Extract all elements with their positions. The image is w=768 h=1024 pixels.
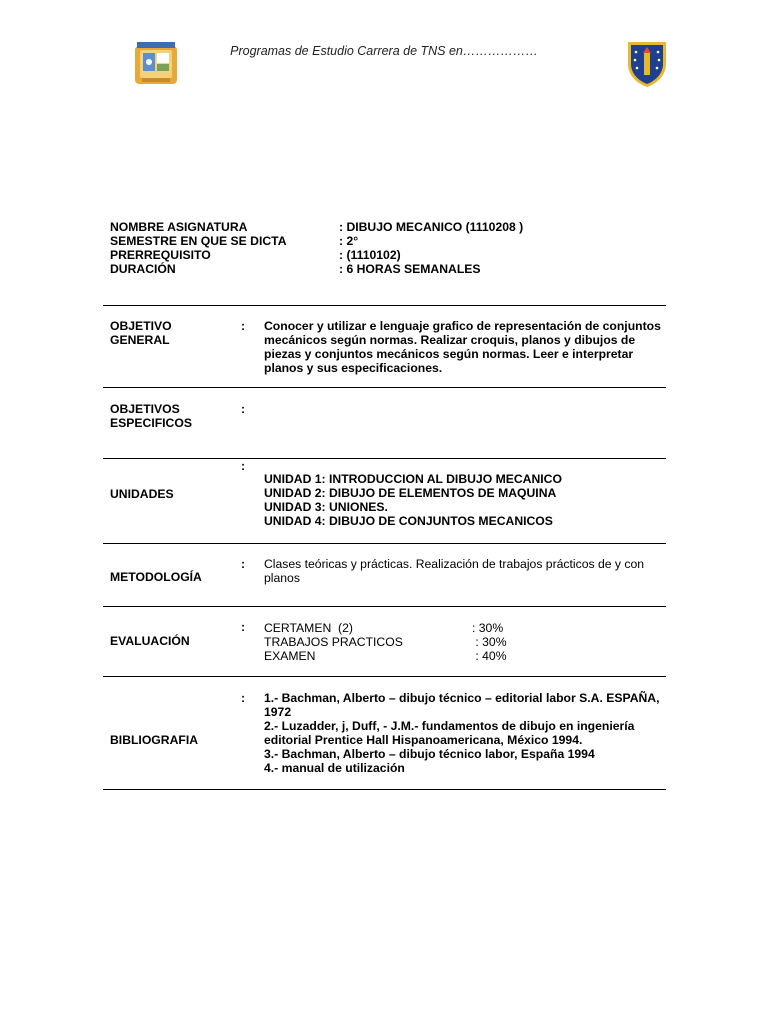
eval-pct: : 30%: [472, 635, 507, 649]
list-item: 3.- Bachman, Alberto – dibujo técnico labor, España 1994: [264, 747, 595, 761]
eval-name: EXAMEN: [264, 649, 316, 663]
info-label: PRERREQUISITO: [110, 248, 211, 262]
section-divider: [103, 305, 666, 306]
info-label: DURACIÓN: [110, 262, 176, 276]
list-item: UNIDAD 2: DIBUJO DE ELEMENTOS DE MAQUINA: [264, 486, 557, 500]
info-row-duracion: [110, 262, 670, 276]
metodologia-label: METODOLOGÍA: [110, 570, 202, 584]
info-value: : 2°: [339, 234, 359, 248]
list-item: [264, 649, 664, 663]
info-row-prerrequisito: [110, 248, 670, 262]
eval-name: TRABAJOS PRACTICOS: [264, 635, 403, 649]
university-shield-icon: [626, 40, 668, 88]
info-row-nombre: [110, 220, 670, 234]
list-item: 2.- Luzadder, j, Duff, - J.M.- fundamentos de dibujo en ingeniería editorial Prentice Hall Hispanoamericana, México 1994.: [264, 719, 635, 747]
evaluacion-label: EVALUACIÓN: [110, 634, 190, 648]
eval-pct: : 40%: [472, 649, 507, 663]
section-divider: [103, 676, 666, 677]
bibliografia-list: [264, 691, 664, 775]
colon: :: [241, 459, 246, 473]
info-label: SEMESTRE EN QUE SE DICTA: [110, 234, 287, 248]
section-divider: [103, 387, 666, 388]
info-value: : (1110102): [339, 248, 401, 262]
unidades-label: UNIDADES: [110, 487, 174, 501]
metodologia-text: Clases teóricas y prácticas. Realización de trabajos prácticos de y con planos: [264, 557, 645, 585]
list-item: [264, 621, 664, 635]
course-info: [110, 220, 670, 276]
info-row-semestre: [110, 234, 670, 248]
section-divider: [103, 606, 666, 607]
section-divider: [103, 458, 666, 459]
section-divider: [103, 543, 666, 544]
colon: :: [241, 557, 246, 571]
list-item: UNIDAD 1: INTRODUCCION AL DIBUJO MECANICO: [264, 472, 562, 486]
colon: :: [241, 620, 246, 634]
objetivo-general-label: OBJETIVO GENERAL: [110, 319, 172, 347]
objetivo-general-text: Conocer y utilizar e lenguaje grafico de representación de conjuntos mecánicos según normas. Realizar croquis, planos y dibujos de piezas y conjuntos mecánicos según normas. Leer e interpretar planos y sus especificaciones.: [264, 319, 661, 375]
header-title: Programas de Estudio Carrera de TNS en………………: [230, 44, 538, 58]
list-item: 4.- manual de utilización: [264, 761, 405, 775]
list-item: UNIDAD 4: DIBUJO DE CONJUNTOS MECANICOS: [264, 514, 553, 528]
objetivos-especificos-label: OBJETIVOS ESPECIFICOS: [110, 402, 192, 430]
section-divider: [103, 789, 666, 790]
info-value: : 6 HORAS SEMANALES: [339, 262, 481, 276]
colon: :: [241, 691, 246, 705]
list-item: [264, 635, 664, 649]
eval-pct: : 30%: [472, 621, 504, 635]
list-item: 1.- Bachman, Alberto – dibujo técnico – editorial labor S.A. ESPAÑA, 1972: [264, 691, 660, 719]
colon: :: [241, 402, 246, 416]
info-label: NOMBRE ASIGNATURA: [110, 220, 248, 234]
info-value: : DIBUJO MECANICO (1110208 ): [339, 220, 524, 234]
evaluacion-list: [264, 621, 664, 663]
colon: :: [241, 319, 246, 333]
bibliografia-label: BIBLIOGRAFIA: [110, 733, 199, 747]
list-item: UNIDAD 3: UNIONES.: [264, 500, 388, 514]
unidades-list: [264, 472, 664, 528]
eval-name: CERTAMEN (2): [264, 621, 353, 635]
